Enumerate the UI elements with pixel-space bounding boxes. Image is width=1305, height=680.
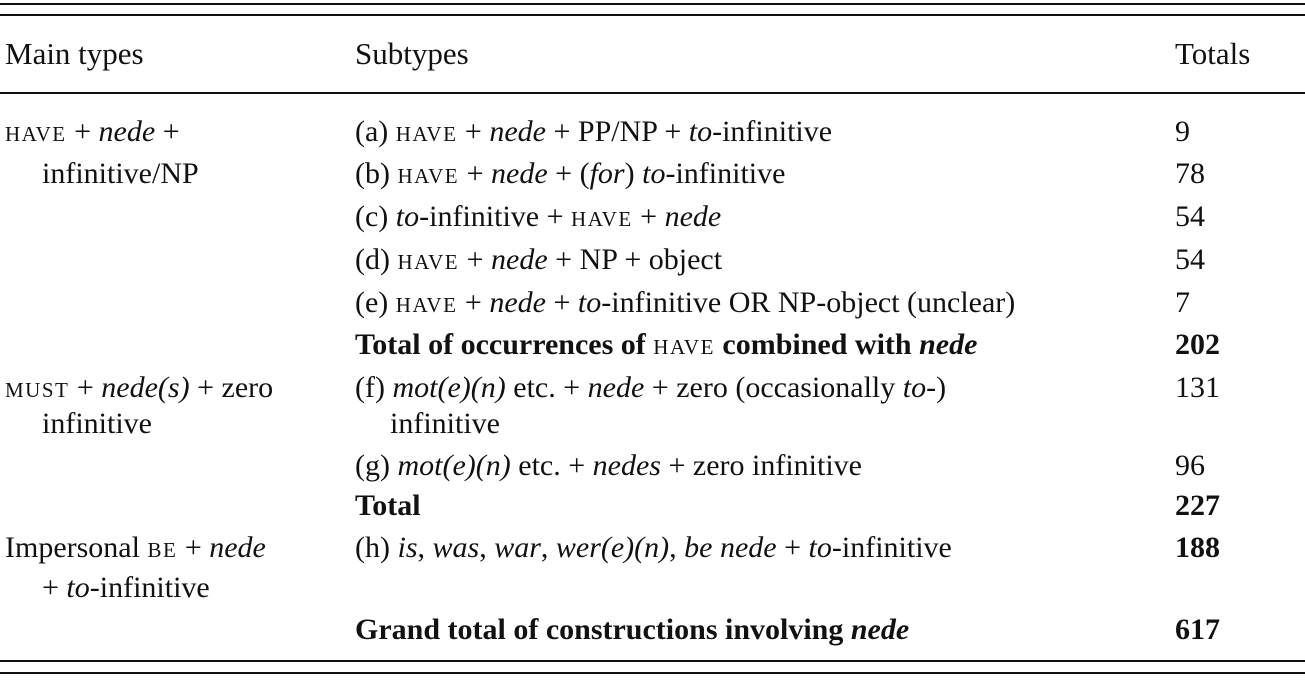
total-h: 188 [1175,531,1220,564]
must-total-label: Total [355,489,421,522]
table-row-a [0,110,1305,154]
grand-total-value: 617 [1175,613,1220,646]
total-g: 96 [1175,449,1205,482]
subtype-c: (c) to-infinitive + have + nede [355,200,722,233]
table-row-c [0,195,1305,239]
table-row-b [0,152,1305,196]
subtype-f: (f) mot(e)(n) etc. + nede + zero (occasionally to-) [355,371,947,404]
main-type-have-line2: infinitive/NP [42,157,199,190]
header-totals: Totals [1175,36,1251,71]
grand-total-label: Grand total of constructions involving nede [355,613,910,646]
top-rule-1 [0,3,1305,5]
must-total-value: 227 [1175,489,1220,522]
table-row-d [0,238,1305,282]
top-rule-2 [0,14,1305,16]
table-row-have-total [0,323,1305,367]
table-row-must-total [0,484,1305,528]
total-d: 54 [1175,243,1205,276]
table-row-grand-total [0,608,1305,652]
table-row-f-cont [0,402,1305,446]
total-c: 54 [1175,200,1205,233]
main-type-must-line2: infinitive [42,407,152,440]
total-e: 7 [1175,286,1190,319]
subtype-e: (e) have + nede + to-infinitive OR NP-object (unclear) [355,286,1016,319]
main-type-must-line1: must + nede(s) + zero [5,371,274,404]
have-total-label: Total of occurrences of have combined with nede [355,328,978,361]
total-f: 131 [1175,371,1220,404]
table-row-g [0,444,1305,488]
table-row-h-cont [0,566,1305,610]
subtype-g: (g) mot(e)(n) etc. + nedes + zero infinitive [355,449,862,482]
total-b: 78 [1175,157,1205,190]
have-total-value: 202 [1175,328,1220,361]
header-main-types: Main types [5,36,144,71]
table-row-e [0,281,1305,325]
bottom-rule-2 [0,672,1305,674]
main-type-be-line2: + to-infinitive [42,571,210,604]
table-row-h [0,526,1305,570]
header-subtypes: Subtypes [355,36,469,71]
bottom-rule-1 [0,660,1305,662]
subtype-a: (a) have + nede + PP/NP + to-infinitive [355,115,833,148]
header-row [0,32,1305,76]
header-rule [0,92,1305,94]
subtype-f-line2: infinitive [390,407,500,440]
subtype-h: (h) is, was, war, wer(e)(n), be nede + to-infinitive [355,531,952,564]
subtype-b: (b) have + nede + (for) to-infinitive [355,157,786,190]
subtype-d: (d) have + nede + NP + object [355,243,723,276]
total-a: 9 [1175,115,1190,148]
main-type-be-line1: Impersonal be + nede [5,531,266,564]
main-type-have-line1: have + nede + [5,115,180,148]
